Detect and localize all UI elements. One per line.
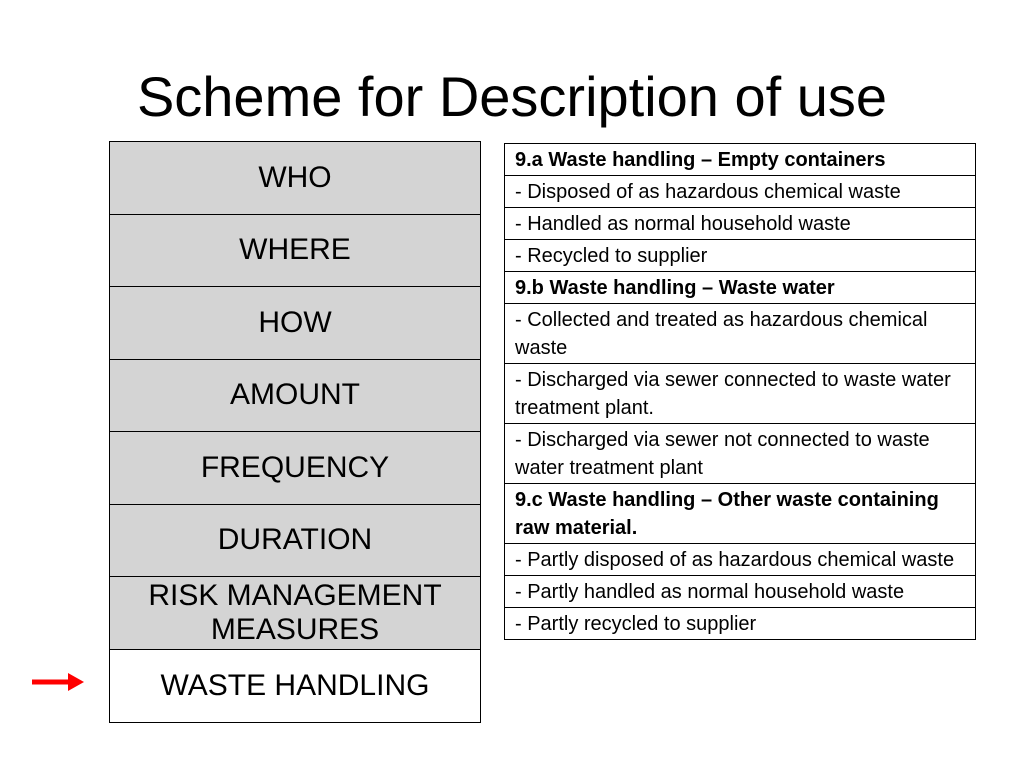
section-header-other-waste: 9.c Waste handling – Other waste containing raw material.: [505, 484, 975, 544]
option-row: - Discharged via sewer not connected to waste water treatment plant: [505, 424, 975, 484]
option-row: - Discharged via sewer connected to waste water treatment plant.: [505, 364, 975, 424]
category-duration: DURATION: [110, 505, 480, 578]
option-row: - Recycled to supplier: [505, 240, 975, 272]
option-row: - Handled as normal household waste: [505, 208, 975, 240]
option-row: - Collected and treated as hazardous chemical waste: [505, 304, 975, 364]
category-risk-management-measures: RISK MANAGEMENT MEASURES: [110, 577, 480, 650]
option-row: - Partly recycled to supplier: [505, 608, 975, 640]
right-arrow-icon: [32, 672, 84, 692]
section-header-waste-water: 9.b Waste handling – Waste water: [505, 272, 975, 304]
category-waste-handling: WASTE HANDLING: [110, 650, 480, 723]
option-row: - Disposed of as hazardous chemical waste: [505, 176, 975, 208]
category-list: [109, 141, 481, 723]
category-how: HOW: [110, 287, 480, 360]
category-frequency: FREQUENCY: [110, 432, 480, 505]
category-who: WHO: [110, 142, 480, 215]
category-where: WHERE: [110, 215, 480, 288]
category-amount: AMOUNT: [110, 360, 480, 433]
page-title: Scheme for Description of use: [136, 65, 888, 128]
option-row: - Partly disposed of as hazardous chemical waste: [505, 544, 975, 576]
waste-handling-options-table: [504, 143, 976, 640]
section-header-empty-containers: 9.a Waste handling – Empty containers: [505, 144, 975, 176]
option-row: - Partly handled as normal household waste: [505, 576, 975, 608]
